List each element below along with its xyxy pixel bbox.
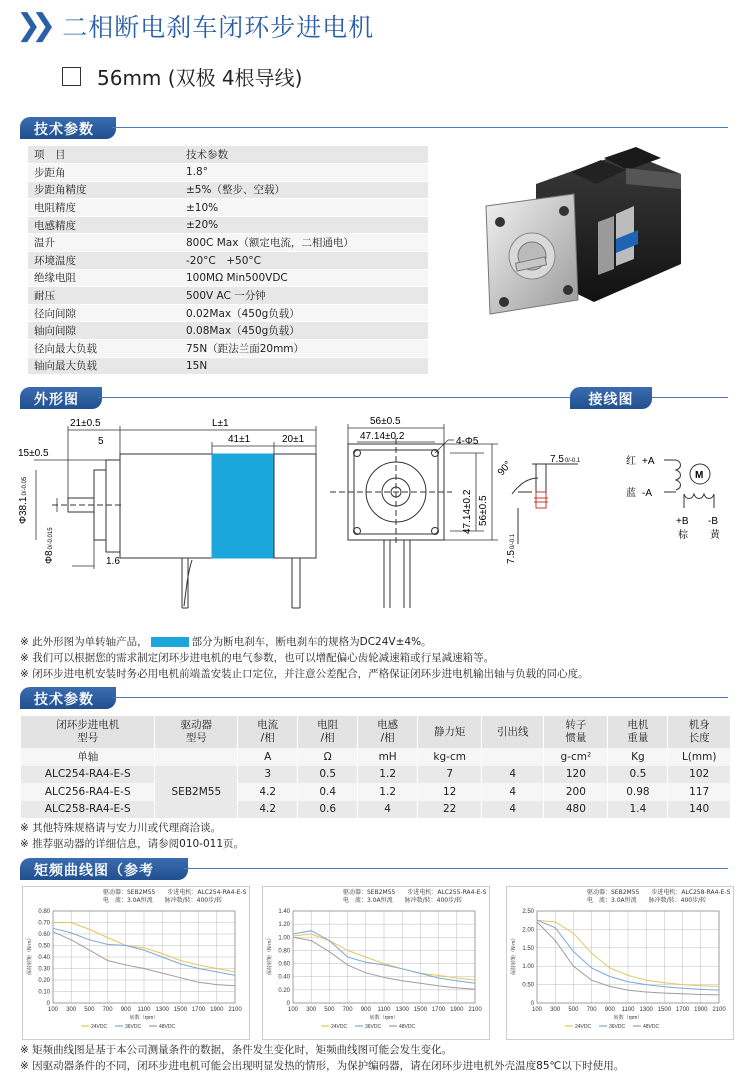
- spec-label: 温升: [28, 234, 180, 252]
- x-tick-label: 1700: [675, 1007, 690, 1013]
- y-tick-label: 0.50: [38, 943, 50, 950]
- y-tick-label: 0.40: [38, 955, 50, 961]
- outline-notes: [20, 634, 589, 682]
- y-tick-label: 1.50: [522, 945, 534, 952]
- value-cell: 4.2: [238, 783, 298, 801]
- model-cell: ALC256-RA4-E-S: [21, 783, 155, 801]
- unit-cell: mH: [358, 748, 418, 766]
- x-tick-label: 300: [550, 1007, 561, 1013]
- x-tick-label: 100: [531, 1007, 543, 1013]
- unit-cell: Ω: [298, 748, 358, 766]
- wire-a-plus: +A: [642, 456, 655, 467]
- dim-L: L±1: [212, 418, 229, 429]
- unit-cell: g-cm²: [544, 748, 608, 766]
- spec-row: [28, 357, 428, 375]
- note-line: ※ 矩频曲线图是基于本公司测量条件的数据，条件发生变化时，矩频曲线图可能会发生变化。: [20, 1044, 453, 1056]
- torque-chart: [22, 886, 250, 1040]
- y-tick-label: 0.80: [38, 909, 50, 915]
- spec-label: 项 目: [28, 146, 180, 164]
- x-tick-label: 1300: [155, 1007, 169, 1013]
- value-cell: 4: [482, 766, 544, 784]
- value-cell: 0.98: [608, 783, 668, 801]
- wire-blue: 蓝: [626, 488, 636, 499]
- value-cell: 0.5: [608, 766, 668, 784]
- y-tick-label: 1.40: [278, 909, 290, 915]
- section-spec-label: 技术参数: [20, 117, 116, 139]
- x-tick-label: 300: [66, 1007, 77, 1013]
- spec-value: 500V AC 一分钟: [180, 287, 428, 305]
- model-cell: ALC254-RA4-E-S: [21, 766, 155, 784]
- value-cell: 117: [668, 783, 730, 801]
- table-row: [21, 783, 731, 801]
- spec-row: [28, 216, 428, 234]
- value-cell: 1.4: [608, 801, 668, 819]
- y-tick-label: 0.10: [38, 989, 50, 996]
- y-tick-label: 2.00: [522, 927, 534, 934]
- spec-table: [28, 146, 428, 375]
- checkbox-icon: [62, 67, 81, 86]
- spec-value: ±5%（整步、空载）: [180, 181, 428, 199]
- model-table-header: 电阻 /相: [298, 716, 358, 748]
- model-table-header: 静力矩: [418, 716, 482, 748]
- motor-image: [476, 144, 706, 324]
- x-tick-label: 1900: [210, 1007, 224, 1013]
- dim-phi8: Φ80/-0.015: [44, 527, 55, 564]
- chart-plot: [23, 907, 251, 1039]
- y-tick-label: 0.80: [278, 948, 290, 955]
- dim-key-90: 90°: [495, 459, 515, 478]
- note-line: ※ 推荐驱动器的详细信息，请参阅010-011页。: [20, 838, 245, 850]
- legend-label: 48VDC: [159, 1024, 176, 1030]
- page-title: 二相断电刹车闭环步进电机: [62, 13, 375, 42]
- spec-row: [28, 287, 428, 305]
- note-line: ※ 因驱动器条件的不同，闭环步进电机可能会出现明显发热的情形，为保护编码器，请在闭环步进电机外壳温度85℃以下时使用。: [20, 1060, 625, 1072]
- table-row: [21, 766, 731, 784]
- section-divider: [98, 397, 570, 398]
- spec-value: 15N: [180, 357, 428, 375]
- dim-20: 20±1: [282, 434, 305, 445]
- chart-caption: 电 流：3.0A恒流 脉冲数/转：400步/转: [103, 897, 223, 904]
- spec-label: 径向最大负载: [28, 340, 180, 358]
- model-table-header: 引出线: [482, 716, 544, 748]
- spec-row: [28, 340, 428, 358]
- spec-value: 1.8°: [180, 164, 428, 182]
- section-divider: [652, 397, 728, 398]
- section-divider: [184, 868, 728, 869]
- x-tick-label: 2100: [468, 1007, 482, 1013]
- value-cell: 4: [358, 801, 418, 819]
- value-cell: 120: [544, 766, 608, 784]
- wire-a-minus: -A: [642, 488, 652, 499]
- y-tick-label: 0: [46, 1001, 50, 1007]
- x-tick-label: 1300: [395, 1007, 409, 1013]
- section-divider: [112, 697, 728, 698]
- dim-5: 5: [98, 436, 104, 447]
- dim-47-top: 47.14±0.2: [360, 431, 405, 442]
- value-cell: 22: [418, 801, 482, 819]
- legend-label: 48VDC: [399, 1024, 416, 1030]
- spec-value: 0.08Max（450g负载）: [180, 322, 428, 340]
- y-tick-label: 1.00: [278, 935, 290, 942]
- section-outline-label: 外形图: [20, 387, 102, 409]
- value-cell: 12: [418, 783, 482, 801]
- x-tick-label: 1100: [137, 1007, 151, 1013]
- table-row: [21, 801, 731, 819]
- spec-label: 步距角: [28, 164, 180, 182]
- spec-row: [28, 269, 428, 287]
- value-cell: 1.2: [358, 766, 418, 784]
- dim-phi38: Φ38.10/-0.05: [18, 476, 29, 524]
- chart-caption: 电 流：3.0A恒流 脉冲数/转：400步/转: [587, 897, 707, 904]
- x-tick-label: 500: [568, 1007, 579, 1013]
- x-tick-label: 1700: [191, 1007, 206, 1013]
- spec-label: 轴向最大负载: [28, 357, 180, 375]
- y-tick-label: 1.20: [278, 922, 290, 929]
- legend-label: 48VDC: [643, 1024, 660, 1030]
- unit-cell: A: [238, 748, 298, 766]
- torque-chart: [506, 886, 734, 1040]
- x-tick-label: 700: [342, 1007, 353, 1013]
- x-tick-label: 1700: [431, 1007, 446, 1013]
- dim-key-7-5-side: 7.50/-0.1: [506, 533, 517, 564]
- value-cell: 1.2: [358, 783, 418, 801]
- unit-cell: kg-cm: [418, 748, 482, 766]
- chart-plot: [263, 907, 491, 1039]
- brake-color-swatch: [151, 637, 189, 647]
- spec-row: [28, 322, 428, 340]
- dim-1-6: 1.6: [106, 556, 120, 567]
- outline-drawing: [12, 414, 738, 632]
- x-tick-label: 1300: [639, 1007, 653, 1013]
- spec-label: 径向间隙: [28, 304, 180, 322]
- legend-label: 36VDC: [609, 1024, 626, 1030]
- section-wiring-label: 接线图: [570, 387, 652, 409]
- value-cell: 4: [482, 801, 544, 819]
- note-text: ※ 此外形图为单转轴产品，: [20, 636, 148, 648]
- wire-b-plus: +B: [676, 516, 689, 527]
- section-torque-label: 矩频曲线图（参考: [20, 858, 188, 880]
- spec-value: 800C Max（额定电流，二相通电）: [180, 234, 428, 252]
- dim-47-side: 47.14±0.2: [462, 489, 473, 534]
- unit-cell: L(mm): [668, 748, 730, 766]
- x-tick-label: 1900: [450, 1007, 464, 1013]
- wire-red: 红: [626, 456, 636, 467]
- spec-label: 绝缘电阻: [28, 269, 180, 287]
- note-line: ※ 我们可以根据您的需求制定闭环步进电机的电气参数，也可以增配偏心齿轮减速箱或行星减速箱等。: [20, 652, 495, 664]
- x-tick-label: 2100: [228, 1007, 242, 1013]
- x-tick-label: 1500: [657, 1007, 672, 1013]
- section-models-label: 技术参数: [20, 687, 116, 709]
- model-notes: [20, 820, 244, 852]
- dim-56-top: 56±0.5: [370, 416, 401, 427]
- spec-label: 轴向间隙: [28, 322, 180, 340]
- wire-brown: 棕: [678, 530, 688, 541]
- value-cell: 0.6: [298, 801, 358, 819]
- note-line: ※ 闭环步进电机安装时务必用电机前端盖安装止口定位，并注意公差配合，严格保证闭环步进电机输出轴与负载的同心度。: [20, 668, 589, 680]
- chart-caption: 驱动器：SEB2M55 步进电机：ALC255-RA4-E-S: [343, 889, 487, 896]
- page-header: [16, 8, 374, 44]
- spec-value: 技术参数: [180, 146, 428, 164]
- x-tick-label: 700: [586, 1007, 597, 1013]
- x-axis-label: 转数（rpm）: [369, 1015, 399, 1021]
- value-cell: 480: [544, 801, 608, 819]
- motor-symbol: M: [695, 470, 704, 481]
- value-cell: 4.2: [238, 801, 298, 819]
- spec-row: [28, 146, 428, 164]
- value-cell: 3: [238, 766, 298, 784]
- x-tick-label: 1500: [413, 1007, 428, 1013]
- spec-label: 耐压: [28, 287, 180, 305]
- dim-21: 21±0.5: [70, 418, 101, 429]
- unit-cell: [482, 748, 544, 766]
- x-tick-label: 300: [306, 1007, 317, 1013]
- spec-label: 电感精度: [28, 216, 180, 234]
- x-tick-label: 1100: [377, 1007, 391, 1013]
- y-tick-label: 1.00: [522, 964, 534, 971]
- x-tick-label: 1900: [694, 1007, 708, 1013]
- torque-notes: [20, 1042, 624, 1074]
- legend-label: 24VDC: [331, 1024, 348, 1030]
- legend-label: 24VDC: [91, 1024, 108, 1030]
- value-cell: 4: [482, 783, 544, 801]
- y-tick-label: 0.60: [38, 932, 50, 938]
- y-tick-label: 0.70: [38, 920, 50, 927]
- spec-label: 步距角精度: [28, 181, 180, 199]
- spec-row: [28, 164, 428, 182]
- note-line: [20, 634, 589, 650]
- value-cell: 140: [668, 801, 730, 819]
- x-tick-label: 700: [102, 1007, 113, 1013]
- dim-4phi5: 4-Φ5: [456, 436, 479, 447]
- torque-chart: [262, 886, 490, 1040]
- legend-label: 24VDC: [575, 1024, 592, 1030]
- value-cell: 0.4: [298, 783, 358, 801]
- subtitle-text: 56mm (双极 4根导线): [97, 66, 303, 90]
- dim-41: 41±1: [228, 434, 251, 445]
- note-text: 部分为断电刹车，断电刹车的规格为DC24V±4%。: [191, 636, 432, 648]
- y-tick-label: 2.50: [522, 909, 534, 915]
- chart-caption: 电 流：3.0A恒流 脉冲数/转：400步/转: [343, 897, 463, 904]
- units-row: [21, 748, 731, 766]
- y-tick-label: 0.20: [278, 987, 290, 994]
- spec-row: [28, 252, 428, 270]
- spec-value: 75N（距法兰面20mm）: [180, 340, 428, 358]
- x-tick-label: 100: [47, 1007, 59, 1013]
- chart-caption: 驱动器：SEB2M55 步进电机：ALC254-RA4-E-S: [103, 889, 247, 896]
- y-tick-label: 0: [286, 1001, 290, 1007]
- chevron-icon: ❯❯: [16, 8, 47, 43]
- model-table-header: 电感 /相: [358, 716, 418, 748]
- dim-56-side: 56±0.5: [478, 495, 489, 526]
- model-table-header: 驱动器 型号: [155, 716, 238, 748]
- x-tick-label: 500: [324, 1007, 335, 1013]
- unit-cell: 单轴: [21, 748, 155, 766]
- unit-cell: [155, 748, 238, 766]
- driver-cell: SEB2M55: [155, 766, 238, 819]
- spec-label: 电阻精度: [28, 199, 180, 217]
- x-tick-label: 900: [604, 1007, 615, 1013]
- spec-value: ±10%: [180, 199, 428, 217]
- chart-caption: 驱动器：SEB2M55 步进电机：ALC258-RA4-E-S: [587, 889, 731, 896]
- spec-row: [28, 234, 428, 252]
- legend-label: 36VDC: [365, 1024, 382, 1030]
- spec-value: -20°C +50°C: [180, 252, 428, 270]
- x-tick-label: 2100: [712, 1007, 726, 1013]
- page-subtitle: [62, 62, 302, 91]
- section-divider: [112, 127, 728, 128]
- model-table-header: 转子 惯量: [544, 716, 608, 748]
- model-cell: ALC258-RA4-E-S: [21, 801, 155, 819]
- y-tick-label: 0.60: [278, 961, 290, 968]
- y-tick-label: 0.50: [522, 982, 534, 989]
- chart-plot: [507, 907, 735, 1039]
- value-cell: 102: [668, 766, 730, 784]
- x-axis-label: 转数（rpm）: [613, 1015, 643, 1021]
- model-table-header: 电流 /相: [238, 716, 298, 748]
- x-tick-label: 1100: [621, 1007, 635, 1013]
- wire-yellow: 黄: [710, 530, 720, 541]
- note-line: ※ 其他特殊规格请与安力川或代理商洽谈。: [20, 822, 222, 834]
- wire-b-minus: -B: [708, 516, 718, 527]
- x-tick-label: 100: [287, 1007, 299, 1013]
- model-table-header: 闭环步进电机 型号: [21, 716, 155, 748]
- model-table: [20, 716, 730, 818]
- value-cell: 7: [418, 766, 482, 784]
- spec-label: 环境温度: [28, 252, 180, 270]
- x-tick-label: 1500: [173, 1007, 188, 1013]
- dim-key-7-5-top: 7.50/-0.1: [550, 454, 581, 465]
- spec-value: 100MΩ Min500VDC: [180, 269, 428, 287]
- model-table-header: 电机 重量: [608, 716, 668, 748]
- spec-row: [28, 199, 428, 217]
- model-table-header: 机身 长度: [668, 716, 730, 748]
- value-cell: 200: [544, 783, 608, 801]
- spec-row: [28, 304, 428, 322]
- x-tick-label: 900: [360, 1007, 371, 1013]
- y-tick-label: 0.30: [38, 966, 50, 973]
- y-axis-label: 保持转矩（N·m）: [511, 935, 517, 975]
- spec-value: 0.02Max（450g负载）: [180, 304, 428, 322]
- value-cell: 0.5: [298, 766, 358, 784]
- unit-cell: Kg: [608, 748, 668, 766]
- y-tick-label: 0: [530, 1001, 534, 1007]
- dim-15: 15±0.5: [18, 448, 49, 459]
- legend-label: 36VDC: [125, 1024, 142, 1030]
- spec-value: ±20%: [180, 216, 428, 234]
- x-tick-label: 900: [120, 1007, 131, 1013]
- x-tick-label: 500: [84, 1007, 95, 1013]
- x-axis-label: 转数（rpm）: [129, 1015, 159, 1021]
- y-tick-label: 0.40: [278, 974, 290, 981]
- spec-row: [28, 181, 428, 199]
- y-axis-label: 保持转矩（N·m）: [267, 935, 273, 975]
- y-tick-label: 0.20: [38, 978, 50, 984]
- y-axis-label: 保持转矩（N·m）: [27, 935, 33, 975]
